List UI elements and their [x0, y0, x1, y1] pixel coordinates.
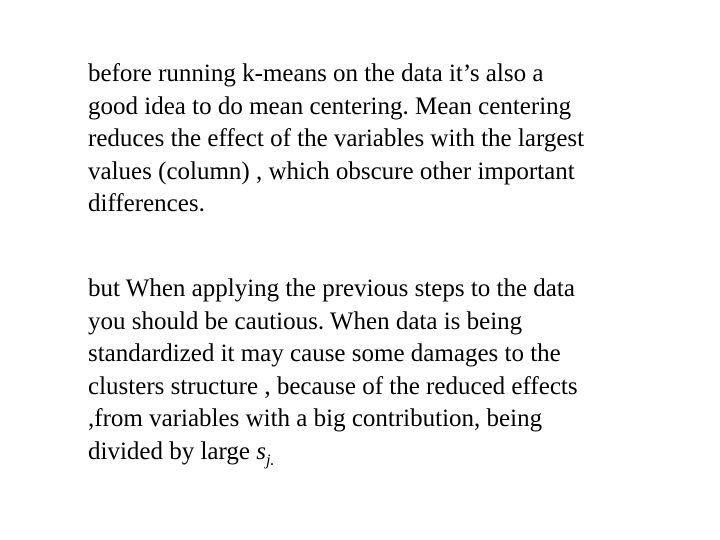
text-line-last	[88, 436, 708, 469]
paragraph-standardization-caution	[88, 273, 708, 468]
text-line: you should be cautious. When data is being	[88, 307, 523, 335]
text-line: clusters structure , because of the reduced effects	[88, 372, 578, 400]
text-line: standardized it may cause some damages to the	[88, 340, 561, 367]
math-subscript-j: j.	[265, 451, 275, 469]
text-line: before running k-means on the data it’s also a	[88, 60, 544, 87]
text-line: good idea to do mean centering. Mean centering	[88, 92, 572, 120]
text-line: ,from variables with a big contribution, being	[88, 405, 543, 432]
text-line: values (column) , which obscure other important	[88, 157, 575, 185]
math-symbol-s: s	[256, 437, 266, 465]
text-line: differences.	[88, 190, 205, 217]
last-line-prefix: divided by large	[88, 437, 257, 465]
text-line: reduces the effect of the variables with the largest	[88, 125, 585, 152]
text-line: but When applying the previous steps to the data	[88, 275, 575, 302]
paragraph-mean-centering	[88, 58, 708, 221]
